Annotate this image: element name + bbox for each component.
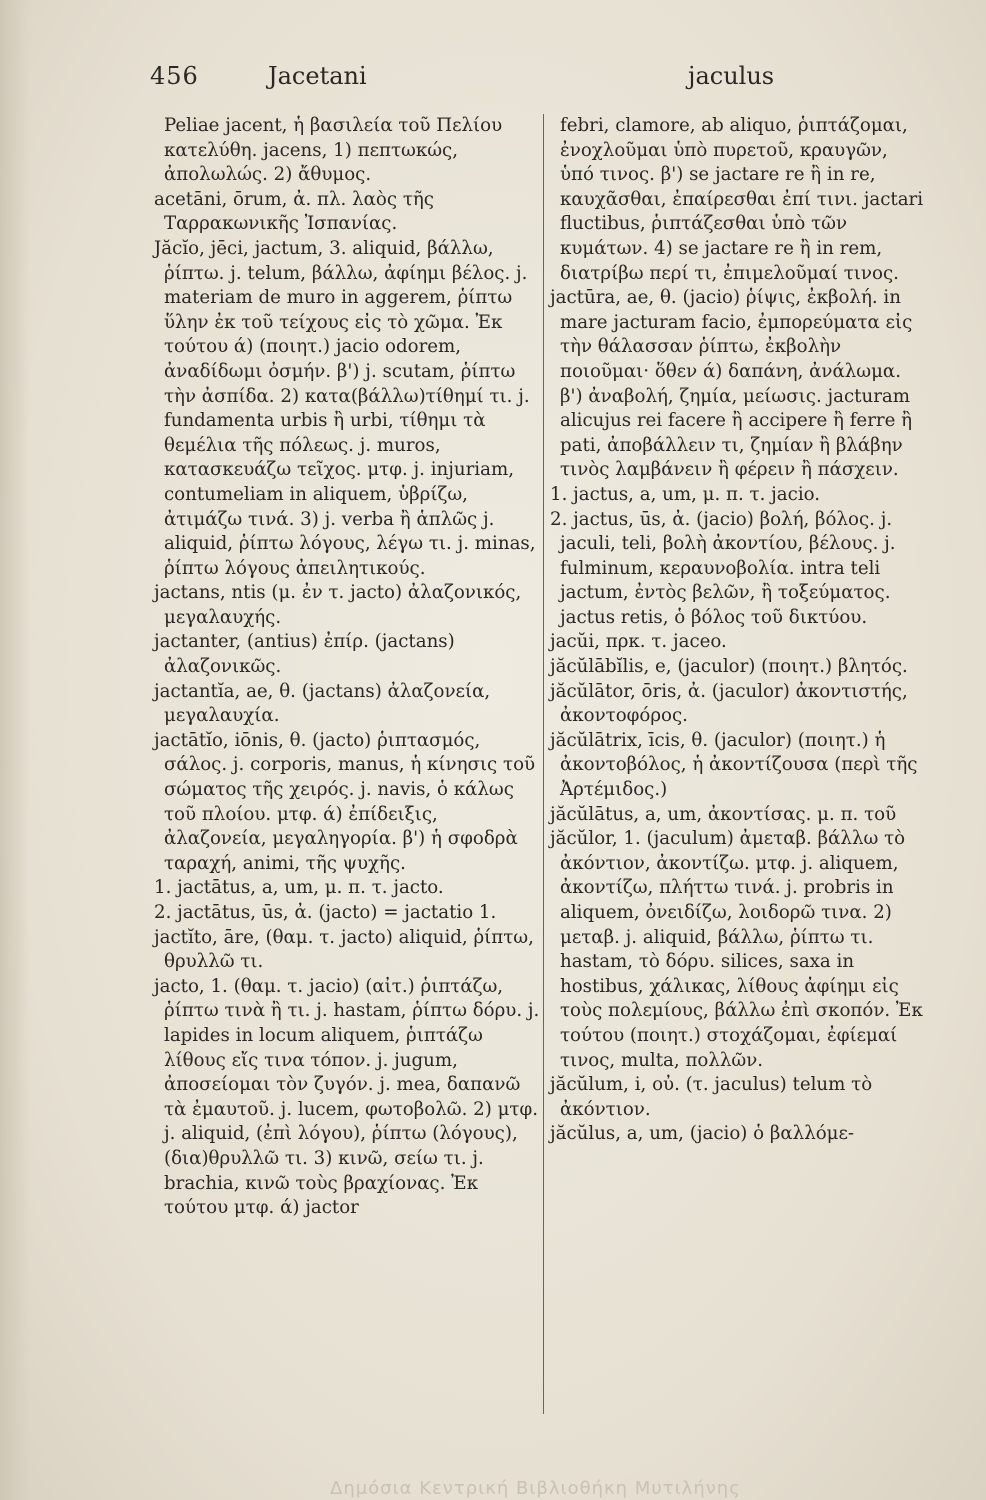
dictionary-entry: jactans, ntis (μ. ἐν τ. jacto) ἀλαζονικός, μεγαλαυχής. [154,582,522,628]
page-header [150,62,810,102]
dictionary-entry: jactātĭo, iōnis, θ. (jacto) ῥιπτασμός, σάλος. j. corporis, manus, ἡ κίνησις τοῦ σώματος τῆς χειρός. j. navis, ὁ κάλως τοῦ πλοίου. μτφ. ά) ἐπίδειξις, ἀλαζονεία, μεγαληγορία. β') ἡ σφοδρὰ ταραχή, animi, τῆς ψυχῆς. [154,729,536,874]
dictionary-entry: Jăcĭo, jēci, jactum, 3. aliquid, βάλλω, ῥίπτω. j. telum, βάλλω, ἀφίημι βέλος. j. materiam de muro in aggerem, ῥίπτω ὕλην ἐκ τοῦ τείχους εἰς τὸ χῶμα. Ἐκ τούτου ά) (ποιητ.) jacio odorem, ἀναδίδωμι ὀσμήν. β') j. scutam, ῥίπτω τὴν ἀσπίδα. 2) κατα(βάλλω)τίθημί τι. j. fundamenta urbis ἢ urbi, τίθημι τὰ θεμέλια τῆς πόλεως. j. muros, κατασκευάζω τεῖχος. μτφ. j. injuriam, contumeliam in aliquem, ὑβρίζω, ἀτιμάζω τινά. 3) j. verba ἢ ἁπλῶς j. aliquid, ῥίπτω λόγους, λέγω τι. j. minas, ῥίπτω λόγους ἀπειλητικούς. [154,237,536,579]
column-divider [543,114,544,1414]
dictionary-entry: jăcŭlābĭlis, e, (jaculor) (ποιητ.) βλητός. [550,656,908,678]
library-watermark: Δημόσια Κεντρική Βιβλιοθήκη Μυτιλήνης [330,1478,741,1499]
dictionary-entry: jactūra, ae, θ. (jacio) ῥίψις, ἐκβολή. in mare jacturam facio, ἐμπορεύματα εἰς τὴν θάλασσαν ῥίπτω, ἐκβολὴν ποιοῦμαι· ὅθεν ά) δαπάνη, ἀνάλωμα. β') ἀναβολή, ζημία, μείωσις. jacturam alicujus rei facere ἢ accipere ἢ ferre ἢ pati, ἀποβάλλειν τι, ζημίαν ἢ βλάβην τινὸς λαμβάνειν ἢ φέρειν ἢ πάσχειν. [550,287,913,481]
dictionary-entry: 2. jactus, ūs, ἀ. (jacio) βολή, βόλος. j. jaculi, teli, βολὴ ἀκοντίου, βέλους. j. fulminum, κεραυνοβολία. intra teli jactum, ἐντὸς βελῶν, ἢ τοξεύματος. jactus retis, ὁ βόλος τοῦ δικτύου. [550,508,896,628]
dictionary-entry: jăcŭlum, i, οὐ. (τ. jaculus) telum τὸ ἀκόντιον. [550,1074,873,1120]
dictionary-entry: jactanter, (antius) ἐπίρ. (jactans) ἀλαζονικῶς. [154,631,455,678]
dictionary-entry: jăcŭlus, a, um, (jacio) ὁ βαλλόμε- [550,1123,855,1145]
dictionary-entry: jăcŭlor, 1. (jaculum) ἀμεταβ. βάλλω τὸ ἀκόντιον, ἀκοντίζω. μτφ. j. aliquem, ἀκοντίζω, πλήττω τινά. j. probris in aliquem, ὀνειδίζω, λοιδορῶ τινα. 2) μεταβ. j. aliquid, βάλλω, ῥίπτω τι. hastam, τὸ δόρυ. silices, saxa in hostibus, χάλικας, λίθους ἀφίημι εἰς τοὺς πολεμίους, βάλλω ἐπὶ σκοπόν. Ἐκ τούτου (ποιητ.) στοχάζομαι, ἐφίεμαί τινος, multa, πολλῶν. [550,828,923,1071]
page-number: 456 [150,62,199,90]
left-guideword: Jacetani [268,62,367,90]
dictionary-entry: 2. jactātus, ūs, ἀ. (jacto) = jactatio 1. [154,902,497,923]
page-edge-shadow [0,0,30,1500]
dictionary-entry: Peliae jacent, ἡ βασιλεία τοῦ Πελίου κατελύθη. jacens, 1) πεπτωκώς, ἀπολωλώς. 2) ἄθυμος. [164,115,503,186]
left-column [154,114,540,1414]
dictionary-entry: acetāni, ōrum, ἀ. πλ. λαὸς τῆς Ταρρακωνικῆς Ἰσπανίας. [154,188,434,235]
dictionary-entry: 1. jactātus, a, um, μ. π. τ. jacto. [154,877,444,899]
dictionary-entry: jacto, 1. (θαμ. τ. jacio) (αἰτ.) ῥιπτάζω, ῥίπτω τινὰ ἢ τι. j. hastam, ῥίπτω δόρυ. j. lapides in locum aliquem, ῥιπτάζω λίθους εἴς τινα τόπον. j. jugum, ἀποσείομαι τὸν ζυγόν. j. mea, δαπανῶ τὰ ἐμαυτοῦ. j. lucem, φωτοβολῶ. 2) μτφ. j. aliquid, (ἐπὶ λόγου), ῥίπτω (λόγους), (δια)θρυλλῶ τι. 3) κινῶ, σείω τι. j. brachia, κινῶ τοὺς βραχίονας. Ἐκ τούτου μτφ. ά) jactor [154,975,540,1219]
dictionary-entry: jacŭi, πρκ. τ. jaceo. [550,631,727,653]
dictionary-entry: jactantĭa, ae, θ. (jactans) ἀλαζονεία, μεγαλαυχία. [154,680,491,727]
dictionary-entry: 1. jactus, a, um, μ. π. τ. jacio. [550,483,821,505]
dictionary-entry: jăcŭlātus, a, um, ἀκοντίσας. μ. π. τοῦ [550,803,897,825]
dictionary-entry: jăcŭlātrix, īcis, θ. (jaculor) (ποιητ.) ἡ ἀκοντοβόλος, ἡ ἀκοντίζουσα (περὶ τῆς Ἀρτέμιδος.) [550,729,918,801]
right-guideword: jaculus [688,62,775,90]
dictionary-entry: jăcŭlātor, ōris, ἀ. (jaculor) ἀκοντιστής, ἀκοντοφόρος. [550,680,908,727]
right-column [550,114,926,1414]
dictionary-entry: febri, clamore, ab aliquo, ῥιπτάζομαι, ἐνοχλοῦμαι ὑπὸ πυρετοῦ, κραυγῶν, ὑπό τινος. β') se jactare re ἢ in re, καυχᾶσθαι, ἐπαίρεσθαι ἐπί τινι. jactari fluctibus, ῥιπτάζεσθαι ὑπὸ τῶν κυμάτων. 4) se jactare re ἢ in rem, διατρίβω περί τι, ἐπιμελοῦμαί τινος. [560,115,924,284]
dictionary-entry: jactĭto, āre, (θαμ. τ. jacto) aliquid, ῥίπτω, θρυλλῶ τι. [154,926,534,973]
